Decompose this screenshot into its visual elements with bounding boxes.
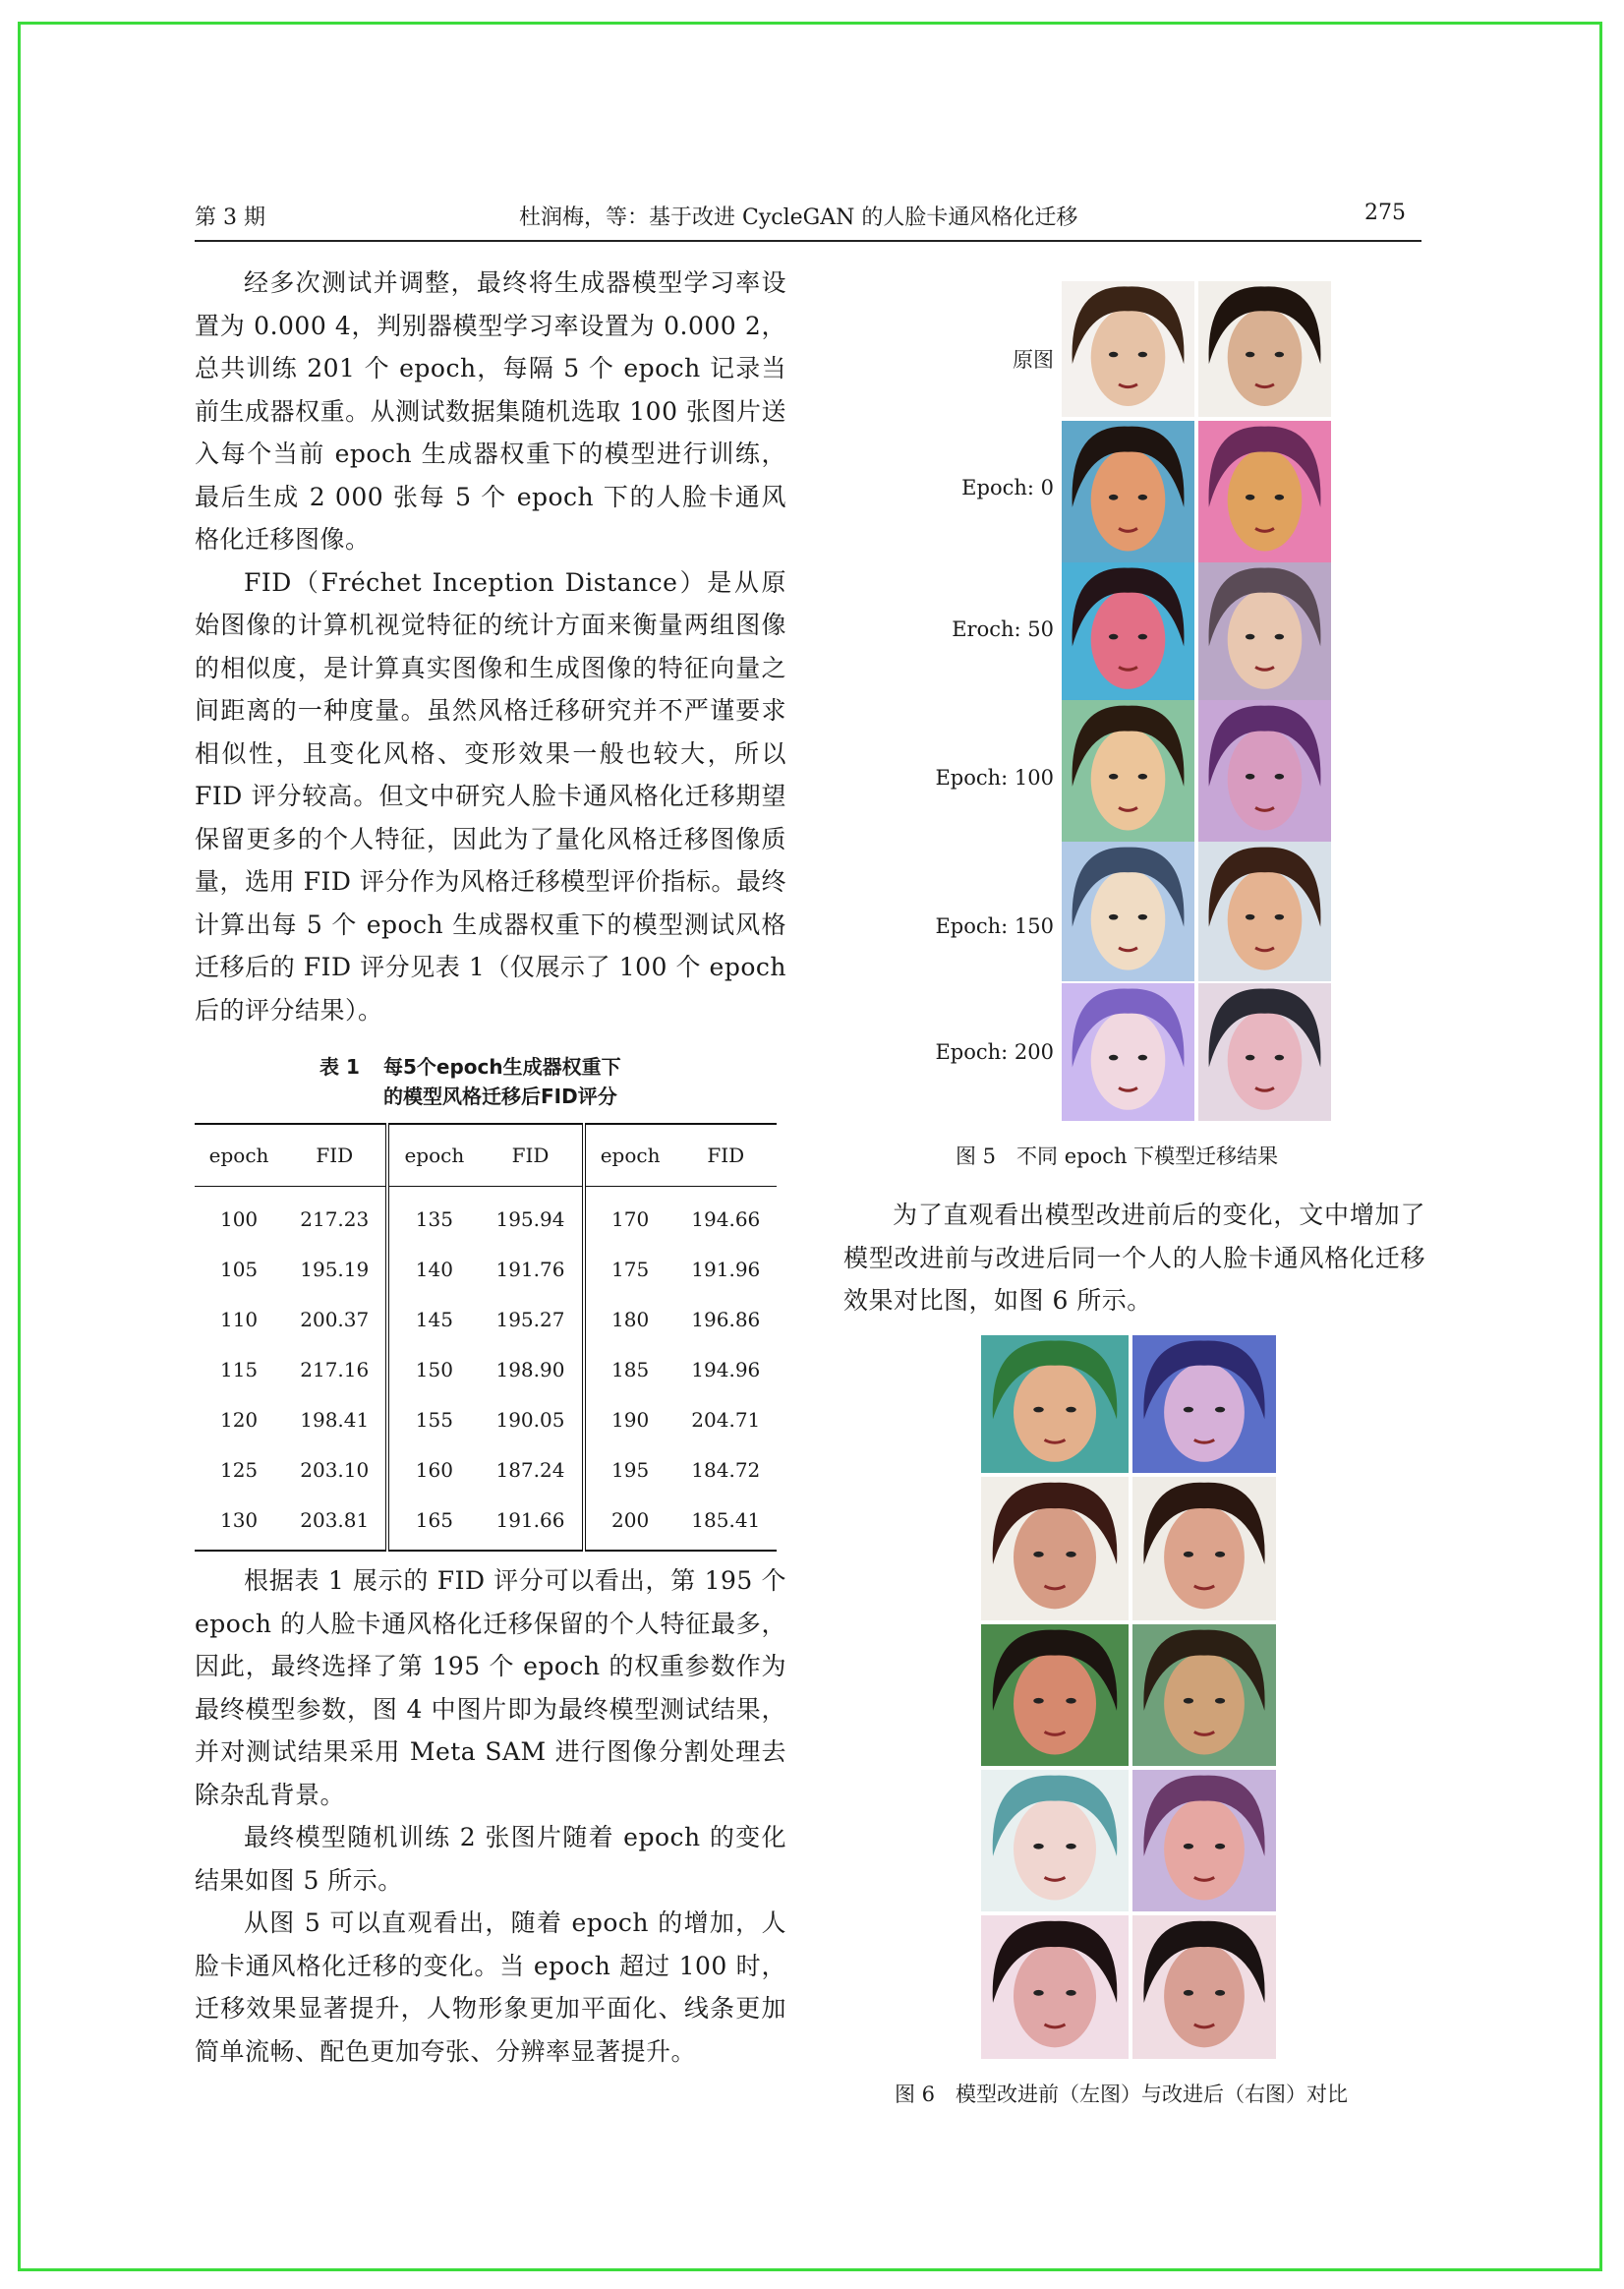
table-cell: 185.41	[675, 1495, 777, 1551]
table-header-row	[195, 1124, 777, 1187]
face-image	[981, 1624, 1129, 1766]
table-cell: 105	[219, 1257, 259, 1281]
table-cell: 217.23	[300, 1206, 370, 1231]
table-cell: 200.37	[300, 1307, 370, 1331]
table-cell: 135	[387, 1187, 479, 1245]
running-header	[195, 193, 1421, 242]
face-image	[1132, 1624, 1276, 1766]
face-image	[1062, 842, 1194, 981]
left-column-bottom	[195, 1559, 786, 2073]
table-cell: 204.71	[691, 1407, 761, 1432]
face-image	[1198, 281, 1331, 417]
face-image	[1062, 421, 1194, 562]
fid-score-table	[195, 1123, 777, 1552]
table-cell: 155	[387, 1394, 479, 1444]
fig6-caption: 图 6 模型改进前（左图）与改进后（右图）对比	[895, 2083, 1349, 2106]
face-image	[1198, 842, 1331, 981]
fig5-row-label: Epoch: 0	[961, 476, 1054, 499]
table-cell: 145	[387, 1294, 479, 1344]
table-cell: 194.66	[691, 1206, 761, 1231]
paragraph-fig5-intro: 最终模型随机训练 2 张图片随着 epoch 的变化结果如图 5 所示。	[195, 1823, 786, 1895]
table-cell: 196.86	[691, 1307, 761, 1331]
table-row	[195, 1444, 777, 1495]
face-image	[981, 1770, 1129, 1911]
table-cell: 150	[387, 1344, 479, 1394]
face-image	[1198, 983, 1331, 1121]
face-image	[981, 1915, 1129, 2059]
table-cell: 180	[584, 1294, 675, 1344]
face-image	[1062, 700, 1194, 842]
fig5-row-label: Epoch: 200	[935, 1040, 1054, 1064]
paragraph-fid-result: 根据表 1 展示的 FID 评分可以看出，第 195 个 epoch 的人脸卡通风格化迁移保留的个人特征最多，因此，最终选择了第 195 个 epoch 的权重参数作为最终模型参数，图 4 中图片即为最终模型测试结果，并对测试结果采用 Meta SAM 进行图像分割处理去除杂乱背景。	[195, 1566, 786, 1809]
paragraph-training-setup: 经多次测试并调整，最终将生成器模型学习率设置为 0.000 4，判别器模型学习率设置为 0.000 2，总共训练 201 个 epoch，每隔 5 个 epoch 记录当前生成器权重。从测试数据集随机选取 100 张图片送入每个当前 epoch 生成器权重下的模型进行训练，最后生成 2 000 张每 5 个 epoch 下的人脸卡通风格化迁移图像。	[195, 268, 786, 554]
table-label: 表 1	[319, 1055, 360, 1079]
table-cell: 175	[584, 1244, 675, 1294]
table-cell: 190.05	[495, 1407, 565, 1432]
table-row	[195, 1187, 777, 1245]
face-image	[1132, 1915, 1276, 2059]
page-number: 275	[1364, 201, 1406, 225]
face-image	[1132, 1770, 1276, 1911]
table-row	[195, 1394, 777, 1444]
table-row	[195, 1244, 777, 1294]
face-image	[1198, 421, 1331, 562]
table-cell: 195.19	[300, 1257, 370, 1281]
table-cell: 191.96	[691, 1257, 761, 1281]
table-title-line2: 的模型风格迁移后FID评分	[383, 1085, 617, 1108]
col-header: epoch	[584, 1124, 675, 1187]
table-row	[195, 1294, 777, 1344]
table-row	[195, 1495, 777, 1551]
fig5-row-label: Epoch: 100	[935, 766, 1054, 790]
table-cell: 198.90	[495, 1357, 565, 1381]
paragraph-fig5-analysis: 从图 5 可以直观看出，随着 epoch 的增加，人脸卡通风格化迁移的变化。当 epoch 超过 100 时，迁移效果显著提升，人物形象更加平面化、线条更加简单流畅、配色更加夸张、分辨率显著提升。	[195, 1908, 786, 2066]
table-cell: 191.76	[495, 1257, 565, 1281]
col-header: epoch	[387, 1124, 479, 1187]
table-cell: 125	[219, 1457, 259, 1482]
face-image	[1062, 562, 1194, 700]
table-cell: 130	[195, 1495, 283, 1551]
table-cell: 165	[387, 1495, 479, 1551]
col-header: epoch	[195, 1124, 283, 1187]
table-cell: 115	[219, 1357, 259, 1381]
col-header: FID	[675, 1124, 777, 1187]
table-cell: 195.27	[495, 1307, 565, 1331]
right-column	[843, 1194, 1425, 1322]
issue-number: 第 3 期	[195, 205, 265, 230]
table-cell: 110	[219, 1307, 259, 1331]
table-cell: 191.66	[479, 1495, 583, 1551]
face-image	[1062, 983, 1194, 1121]
table-cell: 195.94	[495, 1206, 565, 1231]
face-image	[1132, 1335, 1276, 1473]
table-cell: 185	[584, 1344, 675, 1394]
face-image	[1062, 281, 1194, 417]
face-image	[981, 1335, 1129, 1473]
table-cell: 120	[219, 1407, 259, 1432]
running-title: 杜润梅，等：基于改进 CycleGAN 的人脸卡通风格化迁移	[519, 205, 1078, 230]
table-cell: 217.16	[300, 1357, 370, 1381]
face-image	[1198, 700, 1331, 842]
table-cell: 100	[219, 1206, 259, 1231]
fig5-caption: 图 5 不同 epoch 下模型迁移结果	[956, 1144, 1279, 1168]
table-title-line1: 每5个epoch生成器权重下	[383, 1055, 621, 1079]
table-cell: 198.41	[300, 1407, 370, 1432]
face-image	[981, 1477, 1129, 1620]
table-cell: 203.10	[300, 1457, 370, 1482]
table-cell: 184.72	[691, 1457, 761, 1482]
table-cell: 160	[387, 1444, 479, 1495]
fig5-row-label: Eroch: 50	[952, 617, 1054, 641]
col-header: FID	[283, 1124, 387, 1187]
col-header: FID	[479, 1124, 583, 1187]
table-cell: 187.24	[495, 1457, 565, 1482]
table-cell: 203.81	[283, 1495, 387, 1551]
face-image	[1132, 1477, 1276, 1620]
paragraph-fig6-intro: 为了直观看出模型改进前后的变化，文中增加了模型改进前与改进后同一个人的人脸卡通风格化迁移效果对比图，如图 6 所示。	[843, 1201, 1425, 1315]
table-cell: 190	[584, 1394, 675, 1444]
table-cell: 200	[584, 1495, 675, 1551]
table-cell: 170	[584, 1187, 675, 1245]
table-cell: 195	[584, 1444, 675, 1495]
fig5-row-label: Epoch: 150	[935, 914, 1054, 938]
face-image	[1198, 562, 1331, 700]
table-cell: 140	[387, 1244, 479, 1294]
table-cell: 194.96	[691, 1357, 761, 1381]
table-row	[195, 1344, 777, 1394]
fig5-row-label: 原图	[1013, 348, 1054, 372]
paragraph-fid-intro: FID（Fréchet Inception Distance）是从原始图像的计算机视觉特征的统计方面来衡量两组图像的相似度，是计算真实图像和生成图像的特征向量之间距离的一种度量。虽然风格迁移研究并不严谨要求相似性，且变化风格、变形效果一般也较大，所以 FID 评分较高。但文中研究人脸卡通风格化迁移期望保留更多的个人特征，因此为了量化风格迁移图像质量，选用 FID 评分作为风格迁移模型评价指标。最终计算出每 5 个 epoch 生成器权重下的模型测试风格迁移后的 FID 评分见表 1（仅展示了 100 个 epoch 后的评分结果）。	[195, 567, 786, 1025]
left-column-top	[195, 262, 786, 1031]
